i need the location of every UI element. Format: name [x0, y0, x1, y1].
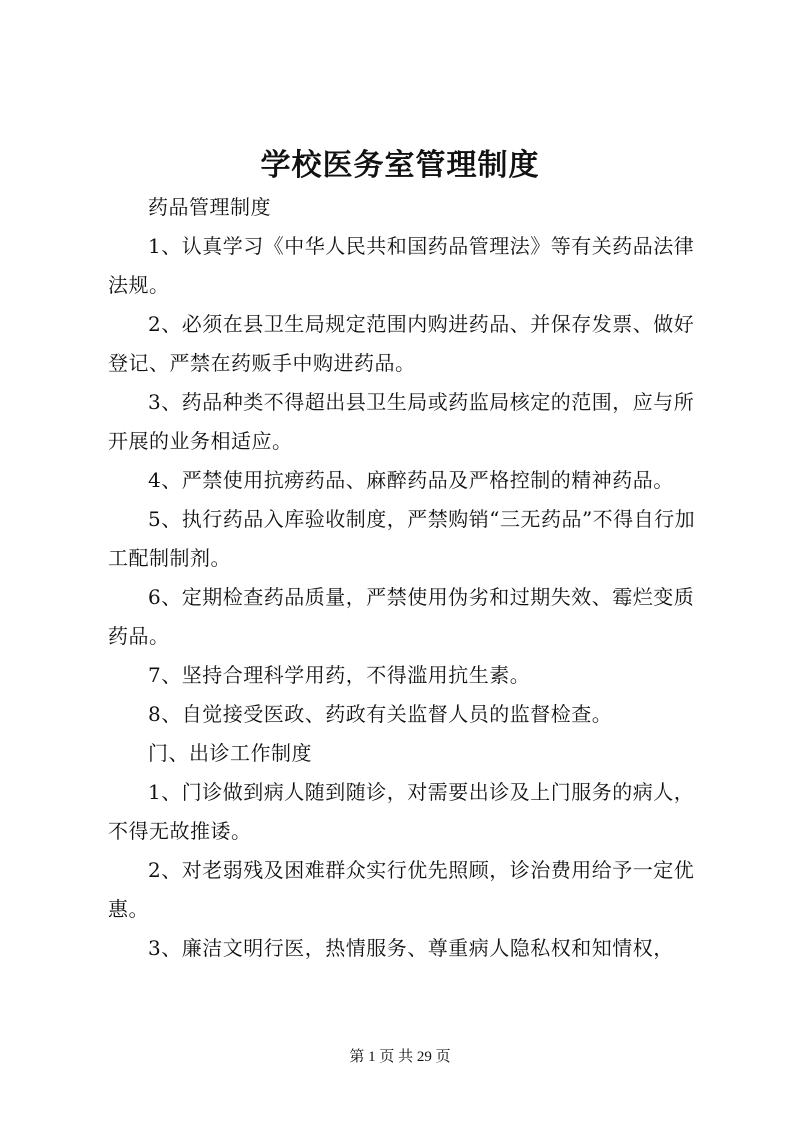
paragraph: 2、必须在县卫生局规定范围内购进药品、并保存发票、做好登记、严禁在药贩手中购进药品。	[108, 312, 695, 375]
paragraph: 2、对老弱残及困难群众实行优先照顾，诊治费用给予一定优惠。	[108, 858, 695, 921]
paragraph: 4、严禁使用抗痨药品、麻醉药品及严格控制的精神药品。	[148, 468, 674, 492]
section-heading-drug-management: 药品管理制度	[148, 195, 271, 219]
paragraph: 6、定期检查药品质量，严禁使用伪劣和过期失效、霉烂变质药品。	[108, 585, 695, 648]
paragraph: 3、廉洁文明行医，热情服务、尊重病人隐私权和知情权，	[148, 936, 674, 960]
document-title: 学校医务室管理制度	[260, 148, 540, 183]
section-heading-outpatient: 门、出诊工作制度	[148, 741, 312, 765]
paragraph: 1、门诊做到病人随到随诊，对需要出诊及上门服务的病人，不得无故推诿。	[108, 780, 695, 843]
paragraph: 1、认真学习《中华人民共和国药品管理法》等有关药品法律法规。	[108, 234, 695, 297]
paragraph: 8、自觉接受医政、药政有关监督人员的监督检查。	[148, 702, 613, 726]
document-body	[108, 188, 708, 968]
page-footer: 第 1 页 共 29 页	[349, 1049, 451, 1065]
paragraph: 3、药品种类不得超出县卫生局或药监局核定的范围，应与所开展的业务相适应。	[108, 390, 695, 453]
paragraph: 5、执行药品入库验收制度，严禁购销“三无药品”不得自行加工配制制剂。	[108, 507, 696, 570]
paragraph: 7、坚持合理科学用药，不得滥用抗生素。	[148, 663, 531, 687]
